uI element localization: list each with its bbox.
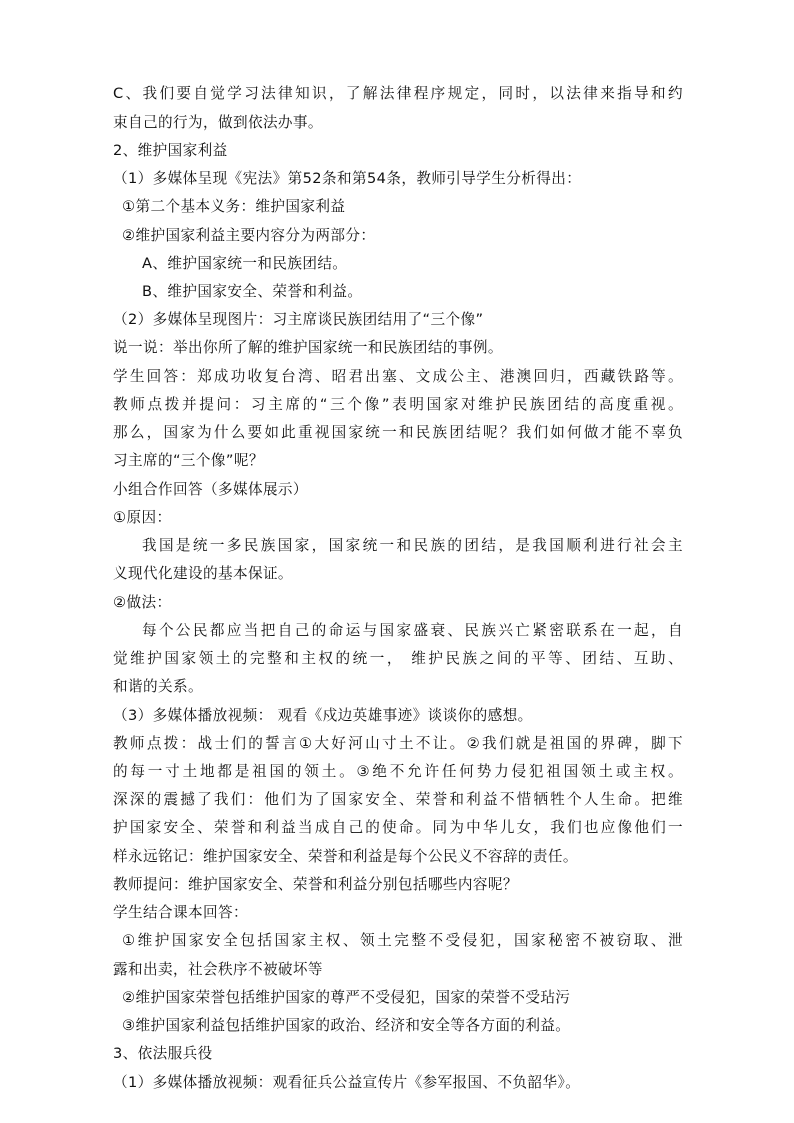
text-line: 义现代化建设的基本保证。 bbox=[113, 565, 293, 582]
text-line: 的每一寸土地都是祖国的领土。③绝不允许任何势力侵犯祖国领土或主权。 bbox=[113, 763, 683, 780]
text-line: ③维护国家利益包括维护国家的政治、经济和安全等各方面的利益。 bbox=[122, 1017, 571, 1034]
text-line: 深深的震撼了我们：他们为了国家安全、荣誉和利益不惜牺牲个人生命。把维 bbox=[113, 791, 683, 808]
text-line: 教师点拨：战士们的誓言①大好河山寸土不让。②我们就是祖国的界碑，脚下 bbox=[113, 735, 683, 752]
text-line: 习主席的“三个像”呢？ bbox=[113, 452, 264, 469]
text-line: （1）多媒体呈现《宪法》第52条和第54条，教师引导学生分析得出： bbox=[113, 170, 582, 187]
text-line: ①第二个基本义务：维护国家利益 bbox=[122, 198, 346, 215]
text-line: ②维护国家荣誉包括维护国家的尊严不受侵犯，国家的荣誉不受玷污 bbox=[122, 989, 571, 1006]
text-line: （1）多媒体播放视频：观看征兵公益宣传片《参军报国、不负韶华》。 bbox=[113, 1074, 581, 1091]
text-line: 样永远铭记：维护国家安全、荣誉和利益是每个公民义不容辞的责任。 bbox=[113, 848, 578, 865]
text-line: 教师提问：维护国家安全、荣誉和利益分别包括哪些内容呢？ bbox=[113, 876, 518, 893]
text-line: C、我们要自觉学习法律知识，了解法律程序规定，同时，以法律来指导和约 bbox=[113, 85, 683, 102]
text-line: 小组合作回答（多媒体展示） bbox=[113, 481, 308, 498]
text-line: 我国是统一多民族国家，国家统一和民族的团结，是我国顺利进行社会主 bbox=[142, 537, 683, 554]
text-line: 学生回答：郑成功收复台湾、昭君出塞、文成公主、港澳回归，西藏铁路等。 bbox=[113, 368, 683, 385]
text-line: ②做法： bbox=[113, 594, 172, 611]
text-line: 束自己的行为，做到依法办事。 bbox=[113, 114, 323, 131]
text-line: 每个公民都应当把自己的命运与国家盛衰、民族兴亡紧密联系在一起，自 bbox=[142, 622, 683, 639]
text-line: （3）多媒体播放视频： 观看《戍边英雄事迹》谈谈你的感想。 bbox=[113, 707, 533, 724]
text-line: B、维护国家安全、荣誉和利益。 bbox=[142, 283, 363, 300]
text-line: 那么，国家为什么要如此重视国家统一和民族团结呢？我们如何做才能不辜负 bbox=[113, 424, 683, 441]
text-line: 觉维护国家领土的完整和主权的统一， 维护民族之间的平等、团结、互助、 bbox=[113, 650, 683, 667]
section-heading: 2、维护国家利益 bbox=[113, 142, 228, 159]
text-line: 露和出卖，社会秩序不被破坏等 bbox=[113, 961, 323, 978]
text-line: 和谐的关系。 bbox=[113, 678, 203, 695]
text-line: ①维护国家安全包括国家主权、领土完整不受侵犯，国家秘密不被窃取、泄 bbox=[122, 932, 683, 949]
text-line: ①原因： bbox=[113, 509, 172, 526]
text-line: ②维护国家利益主要内容分为两部分： bbox=[122, 227, 376, 244]
text-line: 说一说：举出你所了解的维护国家统一和民族团结的事例。 bbox=[113, 339, 503, 356]
section-heading: 3、依法服兵役 bbox=[113, 1045, 213, 1062]
text-line: 教师点拨并提问：习主席的“三个像”表明国家对维护民族团结的高度重视。 bbox=[113, 396, 683, 413]
text-line: 学生结合课本回答： bbox=[113, 904, 248, 921]
text-line: A、维护国家统一和民族团结。 bbox=[142, 255, 348, 272]
text-line: 护国家安全、荣誉和利益当成自己的使命。同为中华儿女，我们也应像他们一 bbox=[113, 819, 683, 836]
text-line: （2）多媒体呈现图片：习主席谈民族团结用了“三个像” bbox=[113, 311, 484, 328]
